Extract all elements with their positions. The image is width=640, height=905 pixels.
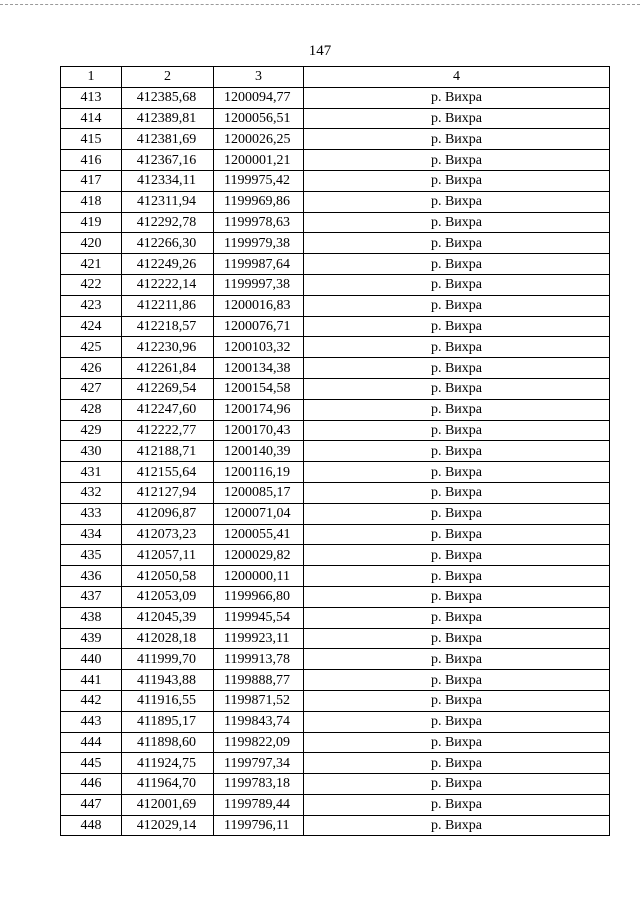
object-name-cell: р. Вихра [304, 753, 610, 774]
y-coordinate-cell: 1199945,54 [214, 607, 304, 628]
object-name-cell: р. Вихра [304, 732, 610, 753]
y-coordinate-cell: 1200085,17 [214, 482, 304, 503]
point-number-cell: 425 [61, 337, 122, 358]
point-number-cell: 443 [61, 711, 122, 732]
y-coordinate-cell: 1200000,11 [214, 566, 304, 587]
x-coordinate-cell: 412292,78 [122, 212, 214, 233]
point-number-cell: 423 [61, 295, 122, 316]
object-name-cell: р. Вихра [304, 129, 610, 150]
y-coordinate-cell: 1199923,11 [214, 628, 304, 649]
table-row [61, 566, 610, 587]
object-name-cell: р. Вихра [304, 295, 610, 316]
point-number-cell: 419 [61, 212, 122, 233]
table-row [61, 815, 610, 836]
table-row [61, 150, 610, 171]
object-name-cell: р. Вихра [304, 358, 610, 379]
table-row [61, 711, 610, 732]
column-header-4: 4 [304, 67, 610, 88]
object-name-cell: р. Вихра [304, 794, 610, 815]
point-number-cell: 430 [61, 441, 122, 462]
object-name-cell: р. Вихра [304, 628, 610, 649]
point-number-cell: 428 [61, 399, 122, 420]
y-coordinate-cell: 1199913,78 [214, 649, 304, 670]
table-row [61, 129, 610, 150]
table-row [61, 794, 610, 815]
x-coordinate-cell: 412269,54 [122, 378, 214, 399]
object-name-cell: р. Вихра [304, 316, 610, 337]
point-number-cell: 436 [61, 566, 122, 587]
x-coordinate-cell: 412028,18 [122, 628, 214, 649]
x-coordinate-cell: 412188,71 [122, 441, 214, 462]
point-number-cell: 433 [61, 503, 122, 524]
point-number-cell: 432 [61, 482, 122, 503]
y-coordinate-cell: 1199797,34 [214, 753, 304, 774]
y-coordinate-cell: 1199789,44 [214, 794, 304, 815]
point-number-cell: 435 [61, 545, 122, 566]
y-coordinate-cell: 1199871,52 [214, 690, 304, 711]
table-row [61, 399, 610, 420]
x-coordinate-cell: 411898,60 [122, 732, 214, 753]
y-coordinate-cell: 1200154,58 [214, 378, 304, 399]
table-row [61, 753, 610, 774]
object-name-cell: р. Вихра [304, 274, 610, 295]
table-row [61, 295, 610, 316]
point-number-cell: 431 [61, 462, 122, 483]
point-number-cell: 424 [61, 316, 122, 337]
object-name-cell: р. Вихра [304, 212, 610, 233]
table-header [61, 67, 610, 88]
table-row [61, 87, 610, 108]
object-name-cell: р. Вихра [304, 774, 610, 795]
point-number-cell: 418 [61, 191, 122, 212]
column-header-2: 2 [122, 67, 214, 88]
x-coordinate-cell: 412381,69 [122, 129, 214, 150]
table-row [61, 441, 610, 462]
x-coordinate-cell: 412247,60 [122, 399, 214, 420]
table-row [61, 482, 610, 503]
object-name-cell: р. Вихра [304, 191, 610, 212]
object-name-cell: р. Вихра [304, 607, 610, 628]
point-number-cell: 413 [61, 87, 122, 108]
column-header-3: 3 [214, 67, 304, 88]
y-coordinate-cell: 1199796,11 [214, 815, 304, 836]
y-coordinate-cell: 1200016,83 [214, 295, 304, 316]
object-name-cell: р. Вихра [304, 545, 610, 566]
table-row [61, 254, 610, 275]
x-coordinate-cell: 411895,17 [122, 711, 214, 732]
x-coordinate-cell: 411943,88 [122, 670, 214, 691]
table-row [61, 545, 610, 566]
point-number-cell: 414 [61, 108, 122, 129]
x-coordinate-cell: 412029,14 [122, 815, 214, 836]
y-coordinate-cell: 1200055,41 [214, 524, 304, 545]
object-name-cell: р. Вихра [304, 690, 610, 711]
point-number-cell: 427 [61, 378, 122, 399]
point-number-cell: 445 [61, 753, 122, 774]
point-number-cell: 417 [61, 170, 122, 191]
point-number-cell: 442 [61, 690, 122, 711]
y-coordinate-cell: 1200170,43 [214, 420, 304, 441]
x-coordinate-cell: 412389,81 [122, 108, 214, 129]
table-row [61, 212, 610, 233]
object-name-cell: р. Вихра [304, 170, 610, 191]
y-coordinate-cell: 1199966,80 [214, 586, 304, 607]
table-row [61, 316, 610, 337]
y-coordinate-cell: 1200134,38 [214, 358, 304, 379]
object-name-cell: р. Вихра [304, 441, 610, 462]
x-coordinate-cell: 412385,68 [122, 87, 214, 108]
x-coordinate-cell: 412367,16 [122, 150, 214, 171]
y-coordinate-cell: 1199975,42 [214, 170, 304, 191]
coordinates-table [60, 66, 610, 836]
object-name-cell: р. Вихра [304, 670, 610, 691]
x-coordinate-cell: 412127,94 [122, 482, 214, 503]
table-row [61, 649, 610, 670]
x-coordinate-cell: 412096,87 [122, 503, 214, 524]
x-coordinate-cell: 411916,55 [122, 690, 214, 711]
table-row [61, 274, 610, 295]
y-coordinate-cell: 1199969,86 [214, 191, 304, 212]
point-number-cell: 448 [61, 815, 122, 836]
x-coordinate-cell: 412222,14 [122, 274, 214, 295]
y-coordinate-cell: 1200056,51 [214, 108, 304, 129]
x-coordinate-cell: 412045,39 [122, 607, 214, 628]
y-coordinate-cell: 1200140,39 [214, 441, 304, 462]
x-coordinate-cell: 412073,23 [122, 524, 214, 545]
table-row [61, 628, 610, 649]
object-name-cell: р. Вихра [304, 815, 610, 836]
table-row [61, 420, 610, 441]
y-coordinate-cell: 1200001,21 [214, 150, 304, 171]
y-coordinate-cell: 1200174,96 [214, 399, 304, 420]
x-coordinate-cell: 412057,11 [122, 545, 214, 566]
table-row [61, 358, 610, 379]
point-number-cell: 441 [61, 670, 122, 691]
point-number-cell: 439 [61, 628, 122, 649]
x-coordinate-cell: 412001,69 [122, 794, 214, 815]
y-coordinate-cell: 1199997,38 [214, 274, 304, 295]
x-coordinate-cell: 412155,64 [122, 462, 214, 483]
table-row [61, 462, 610, 483]
object-name-cell: р. Вихра [304, 233, 610, 254]
column-header-1: 1 [61, 67, 122, 88]
y-coordinate-cell: 1200029,82 [214, 545, 304, 566]
y-coordinate-cell: 1200071,04 [214, 503, 304, 524]
table-row [61, 378, 610, 399]
y-coordinate-cell: 1199888,77 [214, 670, 304, 691]
object-name-cell: р. Вихра [304, 524, 610, 545]
table-row [61, 607, 610, 628]
y-coordinate-cell: 1199987,64 [214, 254, 304, 275]
object-name-cell: р. Вихра [304, 482, 610, 503]
object-name-cell: р. Вихра [304, 254, 610, 275]
object-name-cell: р. Вихра [304, 87, 610, 108]
y-coordinate-cell: 1199783,18 [214, 774, 304, 795]
object-name-cell: р. Вихра [304, 337, 610, 358]
table-row [61, 503, 610, 524]
table-row [61, 233, 610, 254]
point-number-cell: 438 [61, 607, 122, 628]
y-coordinate-cell: 1200026,25 [214, 129, 304, 150]
x-coordinate-cell: 412266,30 [122, 233, 214, 254]
object-name-cell: р. Вихра [304, 399, 610, 420]
object-name-cell: р. Вихра [304, 566, 610, 587]
y-coordinate-cell: 1200094,77 [214, 87, 304, 108]
point-number-cell: 429 [61, 420, 122, 441]
table-header-row [61, 67, 610, 88]
object-name-cell: р. Вихра [304, 108, 610, 129]
x-coordinate-cell: 411924,75 [122, 753, 214, 774]
point-number-cell: 434 [61, 524, 122, 545]
point-number-cell: 422 [61, 274, 122, 295]
point-number-cell: 440 [61, 649, 122, 670]
x-coordinate-cell: 412230,96 [122, 337, 214, 358]
table-row [61, 337, 610, 358]
point-number-cell: 416 [61, 150, 122, 171]
table-row [61, 586, 610, 607]
x-coordinate-cell: 411964,70 [122, 774, 214, 795]
table-row [61, 690, 610, 711]
table-body [61, 87, 610, 836]
table-row [61, 670, 610, 691]
y-coordinate-cell: 1199822,09 [214, 732, 304, 753]
point-number-cell: 415 [61, 129, 122, 150]
object-name-cell: р. Вихра [304, 711, 610, 732]
point-number-cell: 420 [61, 233, 122, 254]
y-coordinate-cell: 1199979,38 [214, 233, 304, 254]
object-name-cell: р. Вихра [304, 503, 610, 524]
table-row [61, 524, 610, 545]
table-row [61, 108, 610, 129]
point-number-cell: 421 [61, 254, 122, 275]
x-coordinate-cell: 412249,26 [122, 254, 214, 275]
x-coordinate-cell: 412261,84 [122, 358, 214, 379]
point-number-cell: 426 [61, 358, 122, 379]
x-coordinate-cell: 412334,11 [122, 170, 214, 191]
object-name-cell: р. Вихра [304, 649, 610, 670]
object-name-cell: р. Вихра [304, 462, 610, 483]
y-coordinate-cell: 1199843,74 [214, 711, 304, 732]
y-coordinate-cell: 1200076,71 [214, 316, 304, 337]
x-coordinate-cell: 412311,94 [122, 191, 214, 212]
x-coordinate-cell: 412222,77 [122, 420, 214, 441]
table-row [61, 170, 610, 191]
table-row [61, 191, 610, 212]
table-row [61, 732, 610, 753]
object-name-cell: р. Вихра [304, 150, 610, 171]
point-number-cell: 446 [61, 774, 122, 795]
object-name-cell: р. Вихра [304, 420, 610, 441]
y-coordinate-cell: 1200103,32 [214, 337, 304, 358]
point-number-cell: 437 [61, 586, 122, 607]
x-coordinate-cell: 412211,86 [122, 295, 214, 316]
x-coordinate-cell: 412218,57 [122, 316, 214, 337]
x-coordinate-cell: 412053,09 [122, 586, 214, 607]
point-number-cell: 447 [61, 794, 122, 815]
point-number-cell: 444 [61, 732, 122, 753]
page-number: 147 [308, 43, 332, 59]
page-top-rule [0, 4, 640, 5]
y-coordinate-cell: 1200116,19 [214, 462, 304, 483]
object-name-cell: р. Вихра [304, 378, 610, 399]
table-row [61, 774, 610, 795]
x-coordinate-cell: 412050,58 [122, 566, 214, 587]
y-coordinate-cell: 1199978,63 [214, 212, 304, 233]
x-coordinate-cell: 411999,70 [122, 649, 214, 670]
object-name-cell: р. Вихра [304, 586, 610, 607]
